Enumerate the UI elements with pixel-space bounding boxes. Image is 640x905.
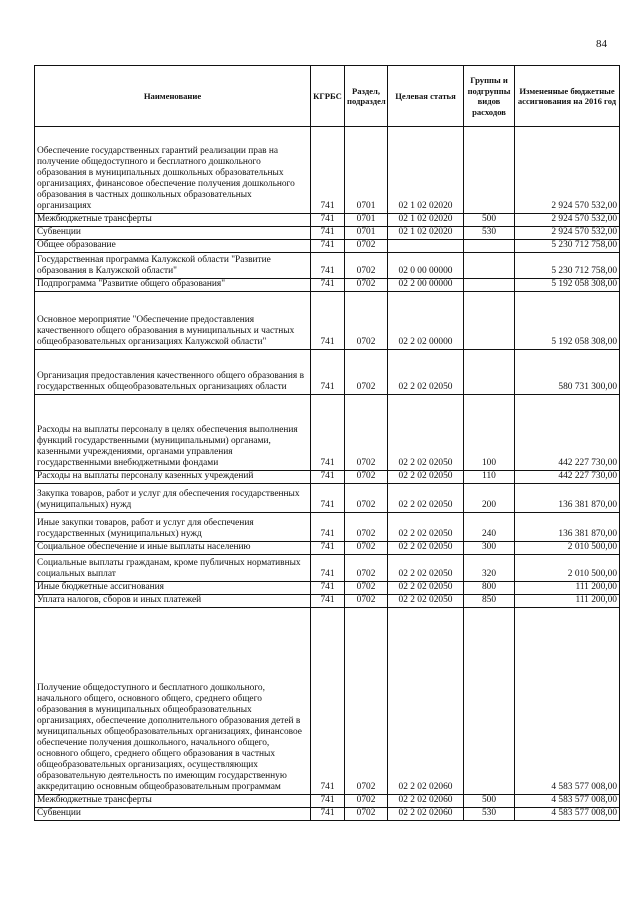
row-kgrbs: 741 <box>311 240 345 253</box>
row-section: 0702 <box>345 513 388 542</box>
header-target: Целевая статья <box>388 66 464 127</box>
table-row <box>35 253 620 279</box>
row-section: 0702 <box>345 808 388 821</box>
row-name: Получение общедоступного и бесплатного дошкольного, начального общего, основного общего, среднего общего образования в муниципальных общеобразовательных организациях, обеспечение дополнительного образования детей в муниципальных общеобразовательных организациях, финансовое обеспечение получения дошкольного, начального общего, основного общего, среднего общего образования в частных общеобразовательных организациях, осуществляющих образовательную деятельность по имеющим государственную аккредитацию основным общеобразовательным программам <box>35 608 311 795</box>
row-kgrbs: 741 <box>311 253 345 279</box>
row-amount: 442 227 730,00 <box>515 395 620 471</box>
row-kgrbs: 741 <box>311 795 345 808</box>
row-target: 02 1 02 02020 <box>388 227 464 240</box>
row-kgrbs: 741 <box>311 484 345 513</box>
table-row <box>35 279 620 292</box>
row-name: Подпрограмма "Развитие общего образования" <box>35 279 311 292</box>
row-section: 0702 <box>345 292 388 350</box>
table-row <box>35 555 620 582</box>
row-amount: 2 924 570 532,00 <box>515 214 620 227</box>
table-row <box>35 795 620 808</box>
table-row <box>35 471 620 484</box>
row-group <box>464 292 515 350</box>
row-name: Субвенции <box>35 808 311 821</box>
table-row <box>35 808 620 821</box>
row-group <box>464 127 515 214</box>
row-section: 0701 <box>345 214 388 227</box>
row-kgrbs: 741 <box>311 555 345 582</box>
row-kgrbs: 741 <box>311 808 345 821</box>
row-amount: 4 583 577 008,00 <box>515 808 620 821</box>
header-section: Раздел, подраздел <box>345 66 388 127</box>
row-group <box>464 240 515 253</box>
row-group <box>464 279 515 292</box>
row-group: 100 <box>464 395 515 471</box>
row-amount: 2 010 500,00 <box>515 542 620 555</box>
header-groups: Группы и подгруппы видов расходов <box>464 66 515 127</box>
row-amount: 5 192 058 308,00 <box>515 292 620 350</box>
row-group: 200 <box>464 484 515 513</box>
row-amount: 2 924 570 532,00 <box>515 127 620 214</box>
row-kgrbs: 741 <box>311 127 345 214</box>
table-row <box>35 608 620 795</box>
header-amount: Измененные бюджетные ассигнования на 2016 год <box>515 66 620 127</box>
row-target: 02 2 02 02060 <box>388 795 464 808</box>
row-group <box>464 253 515 279</box>
row-amount: 5 230 712 758,00 <box>515 253 620 279</box>
row-name: Общее образование <box>35 240 311 253</box>
row-target: 02 2 02 02050 <box>388 582 464 595</box>
row-group: 300 <box>464 542 515 555</box>
row-section: 0702 <box>345 350 388 395</box>
row-kgrbs: 741 <box>311 542 345 555</box>
row-target: 02 0 00 00000 <box>388 253 464 279</box>
row-target: 02 2 02 02050 <box>388 542 464 555</box>
row-name: Социальные выплаты гражданам, кроме публичных нормативных социальных выплат <box>35 555 311 582</box>
row-section: 0702 <box>345 253 388 279</box>
row-section: 0702 <box>345 542 388 555</box>
table-row <box>35 240 620 253</box>
table-row <box>35 542 620 555</box>
row-name: Организация предоставления качественного общего образования в государственных общеобразовательных организациях области <box>35 350 311 395</box>
header-kgrbs: КГРБС <box>311 66 345 127</box>
page-number: 84 <box>596 38 607 50</box>
table-row <box>35 350 620 395</box>
header-name: Наименование <box>35 66 311 127</box>
row-section: 0702 <box>345 471 388 484</box>
row-amount: 5 230 712 758,00 <box>515 240 620 253</box>
row-amount: 4 583 577 008,00 <box>515 608 620 795</box>
row-target: 02 1 02 02020 <box>388 214 464 227</box>
table-row <box>35 595 620 608</box>
row-section: 0702 <box>345 608 388 795</box>
table-row <box>35 214 620 227</box>
row-section: 0702 <box>345 484 388 513</box>
row-name: Расходы на выплаты персоналу казенных учреждений <box>35 471 311 484</box>
table-row <box>35 395 620 471</box>
budget-table <box>34 65 620 821</box>
row-kgrbs: 741 <box>311 214 345 227</box>
row-section: 0702 <box>345 279 388 292</box>
row-group: 850 <box>464 595 515 608</box>
row-group <box>464 350 515 395</box>
row-target: 02 2 02 02050 <box>388 484 464 513</box>
row-amount: 442 227 730,00 <box>515 471 620 484</box>
row-group: 320 <box>464 555 515 582</box>
row-target: 02 2 02 02050 <box>388 555 464 582</box>
row-name: Расходы на выплаты персоналу в целях обеспечения выполнения функций государственными (муниципальными) органами, казенными учреждениями, органами управления государственными внебюджетными фондами <box>35 395 311 471</box>
row-name: Межбюджетные трансферты <box>35 214 311 227</box>
row-group: 240 <box>464 513 515 542</box>
table-row <box>35 292 620 350</box>
table-row <box>35 227 620 240</box>
row-section: 0702 <box>345 595 388 608</box>
row-amount: 111 200,00 <box>515 582 620 595</box>
table-header-row <box>35 66 620 127</box>
row-kgrbs: 741 <box>311 513 345 542</box>
row-target: 02 2 02 02050 <box>388 395 464 471</box>
row-section: 0701 <box>345 127 388 214</box>
row-amount: 136 381 870,00 <box>515 484 620 513</box>
row-name: Основное мероприятие "Обеспечение предоставления качественного общего образования в муниципальных и частных общеобразовательных организациях Калужской области" <box>35 292 311 350</box>
row-name: Субвенции <box>35 227 311 240</box>
row-kgrbs: 741 <box>311 279 345 292</box>
row-section: 0702 <box>345 555 388 582</box>
row-name: Обеспечение государственных гарантий реализации прав на получение общедоступного и бесплатного дошкольного образования в муниципальных дошкольных образовательных организациях, финансовое обеспечение получения дошкольного образования в частных дошкольных образовательных организациях <box>35 127 311 214</box>
row-amount: 5 192 058 308,00 <box>515 279 620 292</box>
row-group: 110 <box>464 471 515 484</box>
row-group: 530 <box>464 227 515 240</box>
row-name: Уплата налогов, сборов и иных платежей <box>35 595 311 608</box>
row-kgrbs: 741 <box>311 582 345 595</box>
table-row <box>35 127 620 214</box>
row-name: Иные закупки товаров, работ и услуг для обеспечения государственных (муниципальных) нужд <box>35 513 311 542</box>
row-target: 02 2 02 00000 <box>388 292 464 350</box>
row-name: Государственная программа Калужской области "Развитие образования в Калужской области" <box>35 253 311 279</box>
row-amount: 136 381 870,00 <box>515 513 620 542</box>
row-name: Социальное обеспечение и иные выплаты населению <box>35 542 311 555</box>
row-target: 02 2 02 02050 <box>388 595 464 608</box>
row-kgrbs: 741 <box>311 292 345 350</box>
row-name: Межбюджетные трансферты <box>35 795 311 808</box>
row-target: 02 2 02 02060 <box>388 808 464 821</box>
row-kgrbs: 741 <box>311 608 345 795</box>
row-section: 0702 <box>345 395 388 471</box>
row-section: 0702 <box>345 240 388 253</box>
row-section: 0701 <box>345 227 388 240</box>
row-name: Иные бюджетные ассигнования <box>35 582 311 595</box>
row-kgrbs: 741 <box>311 595 345 608</box>
row-target <box>388 240 464 253</box>
row-group: 800 <box>464 582 515 595</box>
row-amount: 4 583 577 008,00 <box>515 795 620 808</box>
row-group <box>464 608 515 795</box>
row-group: 530 <box>464 808 515 821</box>
row-target: 02 2 02 02050 <box>388 513 464 542</box>
row-target: 02 2 02 02060 <box>388 608 464 795</box>
row-target: 02 2 00 00000 <box>388 279 464 292</box>
row-kgrbs: 741 <box>311 471 345 484</box>
row-group: 500 <box>464 214 515 227</box>
table-row <box>35 484 620 513</box>
row-target: 02 2 02 02050 <box>388 471 464 484</box>
row-target: 02 1 02 02020 <box>388 127 464 214</box>
row-kgrbs: 741 <box>311 395 345 471</box>
row-section: 0702 <box>345 582 388 595</box>
row-amount: 111 200,00 <box>515 595 620 608</box>
table-row <box>35 582 620 595</box>
row-group: 500 <box>464 795 515 808</box>
row-kgrbs: 741 <box>311 227 345 240</box>
row-kgrbs: 741 <box>311 350 345 395</box>
row-name: Закупка товаров, работ и услуг для обеспечения государственных (муниципальных) нужд <box>35 484 311 513</box>
table-row <box>35 513 620 542</box>
row-amount: 580 731 300,00 <box>515 350 620 395</box>
row-amount: 2 924 570 532,00 <box>515 227 620 240</box>
row-target: 02 2 02 02050 <box>388 350 464 395</box>
row-amount: 2 010 500,00 <box>515 555 620 582</box>
row-section: 0702 <box>345 795 388 808</box>
